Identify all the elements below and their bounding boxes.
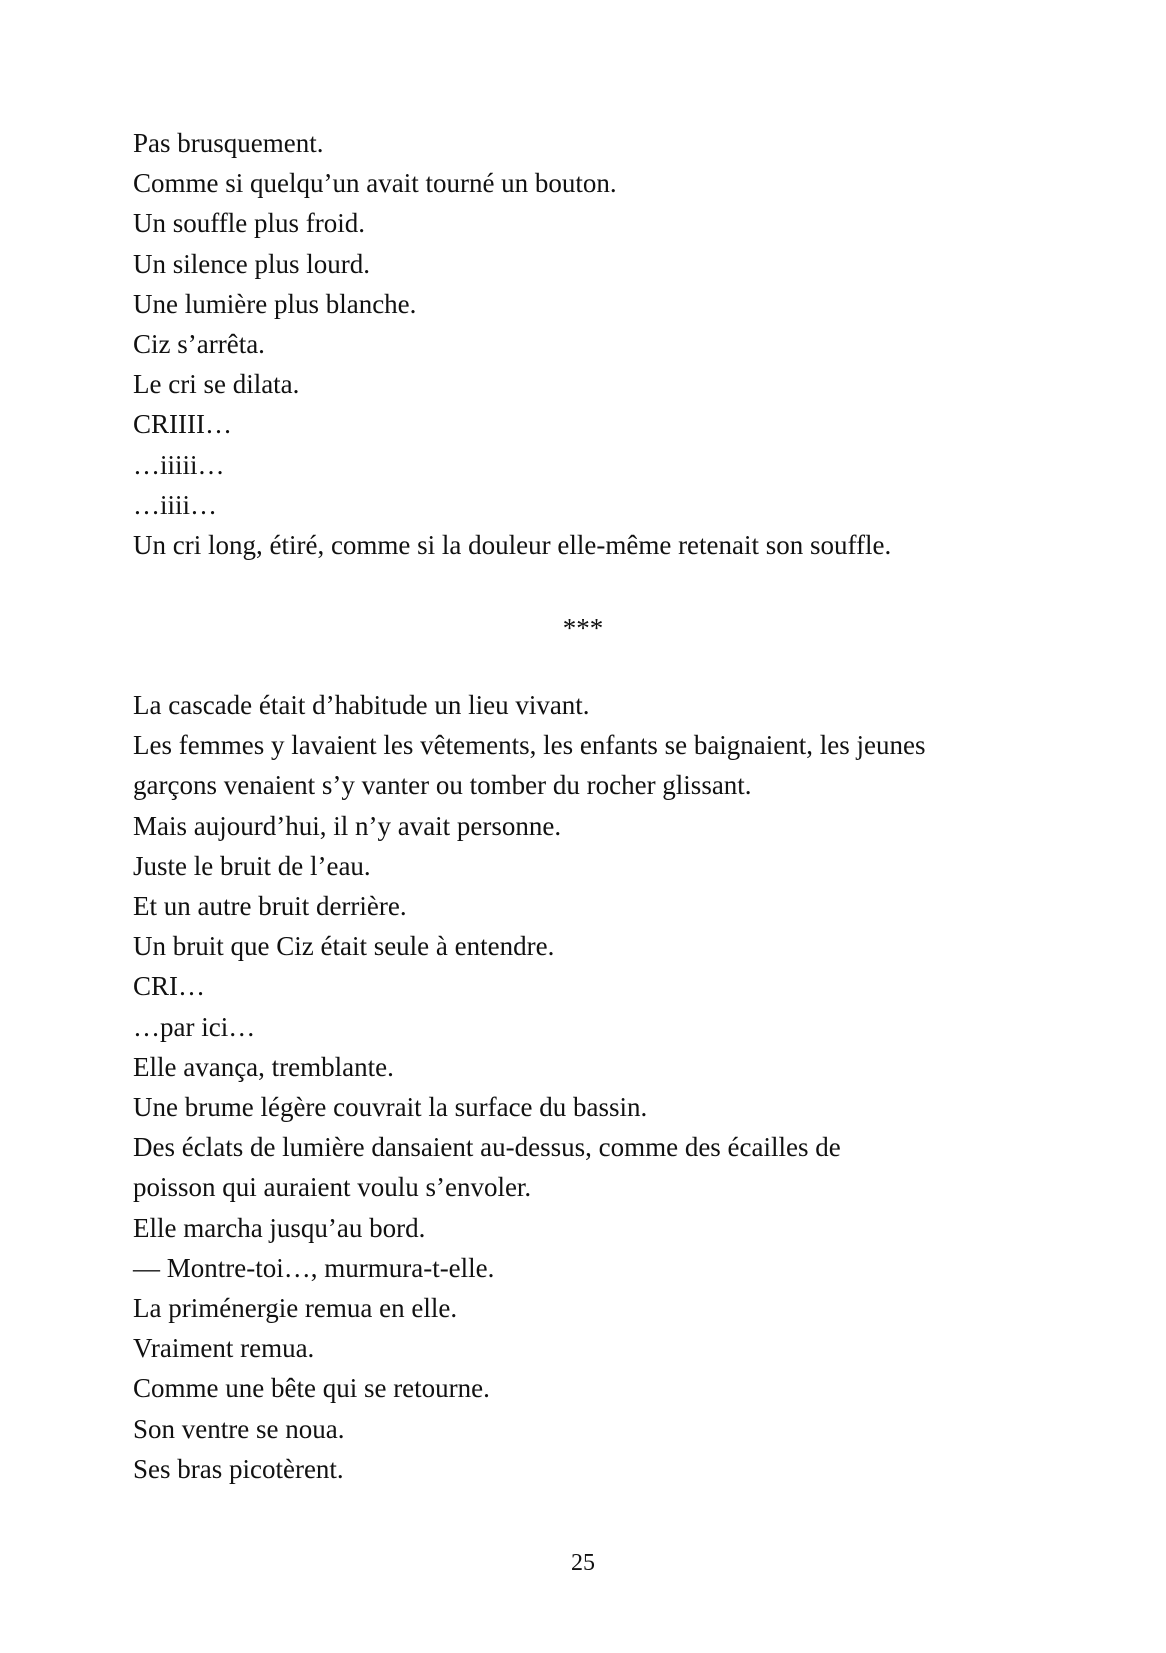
page-number: 25	[571, 1550, 595, 1576]
text-line: …iiiii…	[133, 449, 225, 480]
text-line: La cascade était d’habitude un lieu vivant.	[133, 690, 590, 720]
text-line: Mais aujourd’hui, il n’y avait personne.	[133, 810, 562, 841]
text-line: Une lumière plus blanche.	[133, 288, 417, 319]
text-line: Son ventre se noua.	[133, 1413, 345, 1444]
text-line: Et un autre bruit derrière.	[133, 891, 407, 922]
text-line: Une brume légère couvrait la surface du bassin.	[133, 1092, 648, 1123]
text-line: …iiii…	[133, 489, 218, 520]
text-line: Pas brusquement.	[133, 128, 324, 158]
text-line: Elle avança, tremblante.	[133, 1051, 394, 1082]
text-line: Ses bras picotèrent.	[133, 1453, 344, 1484]
text-line: Un souffle plus froid.	[133, 208, 365, 239]
text-line: Un cri long, étiré, comme si la douleur elle-même retenait son souffle.	[133, 530, 892, 561]
text-line: Des éclats de lumière dansaient au-dessus, comme des écailles de	[133, 1132, 841, 1163]
section-separator: ***	[562, 613, 604, 643]
text-line: garçons venaient s’y vanter ou tomber du rocher glissant.	[133, 770, 752, 801]
text-line: CRIIII…	[133, 409, 232, 440]
text-line: Le cri se dilata.	[133, 369, 300, 400]
text-line: Juste le bruit de l’eau.	[133, 850, 371, 881]
text-line: La priménergie remua en elle.	[133, 1293, 458, 1324]
text-line: Un bruit que Ciz était seule à entendre.	[133, 931, 555, 962]
text-line: — Montre-toi…, murmura-t-elle.	[133, 1252, 495, 1283]
text-section-2	[133, 685, 1053, 1489]
text-section-1	[133, 123, 1053, 565]
text-line: …par ici…	[133, 1011, 256, 1042]
text-line: poisson qui auraient voulu s’envoler.	[133, 1172, 532, 1203]
text-line: Un silence plus lourd.	[133, 248, 370, 279]
text-line: Comme si quelqu’un avait tourné un bouton.	[133, 168, 617, 199]
text-line: Ciz s’arrêta.	[133, 329, 265, 360]
text-line: Comme une bête qui se retourne.	[133, 1373, 490, 1404]
text-line: CRI…	[133, 971, 206, 1002]
text-line: Les femmes y lavaient les vêtements, les enfants se baignaient, les jeunes	[133, 730, 926, 761]
text-line: Elle marcha jusqu’au bord.	[133, 1212, 426, 1243]
text-line: Vraiment remua.	[133, 1333, 315, 1364]
